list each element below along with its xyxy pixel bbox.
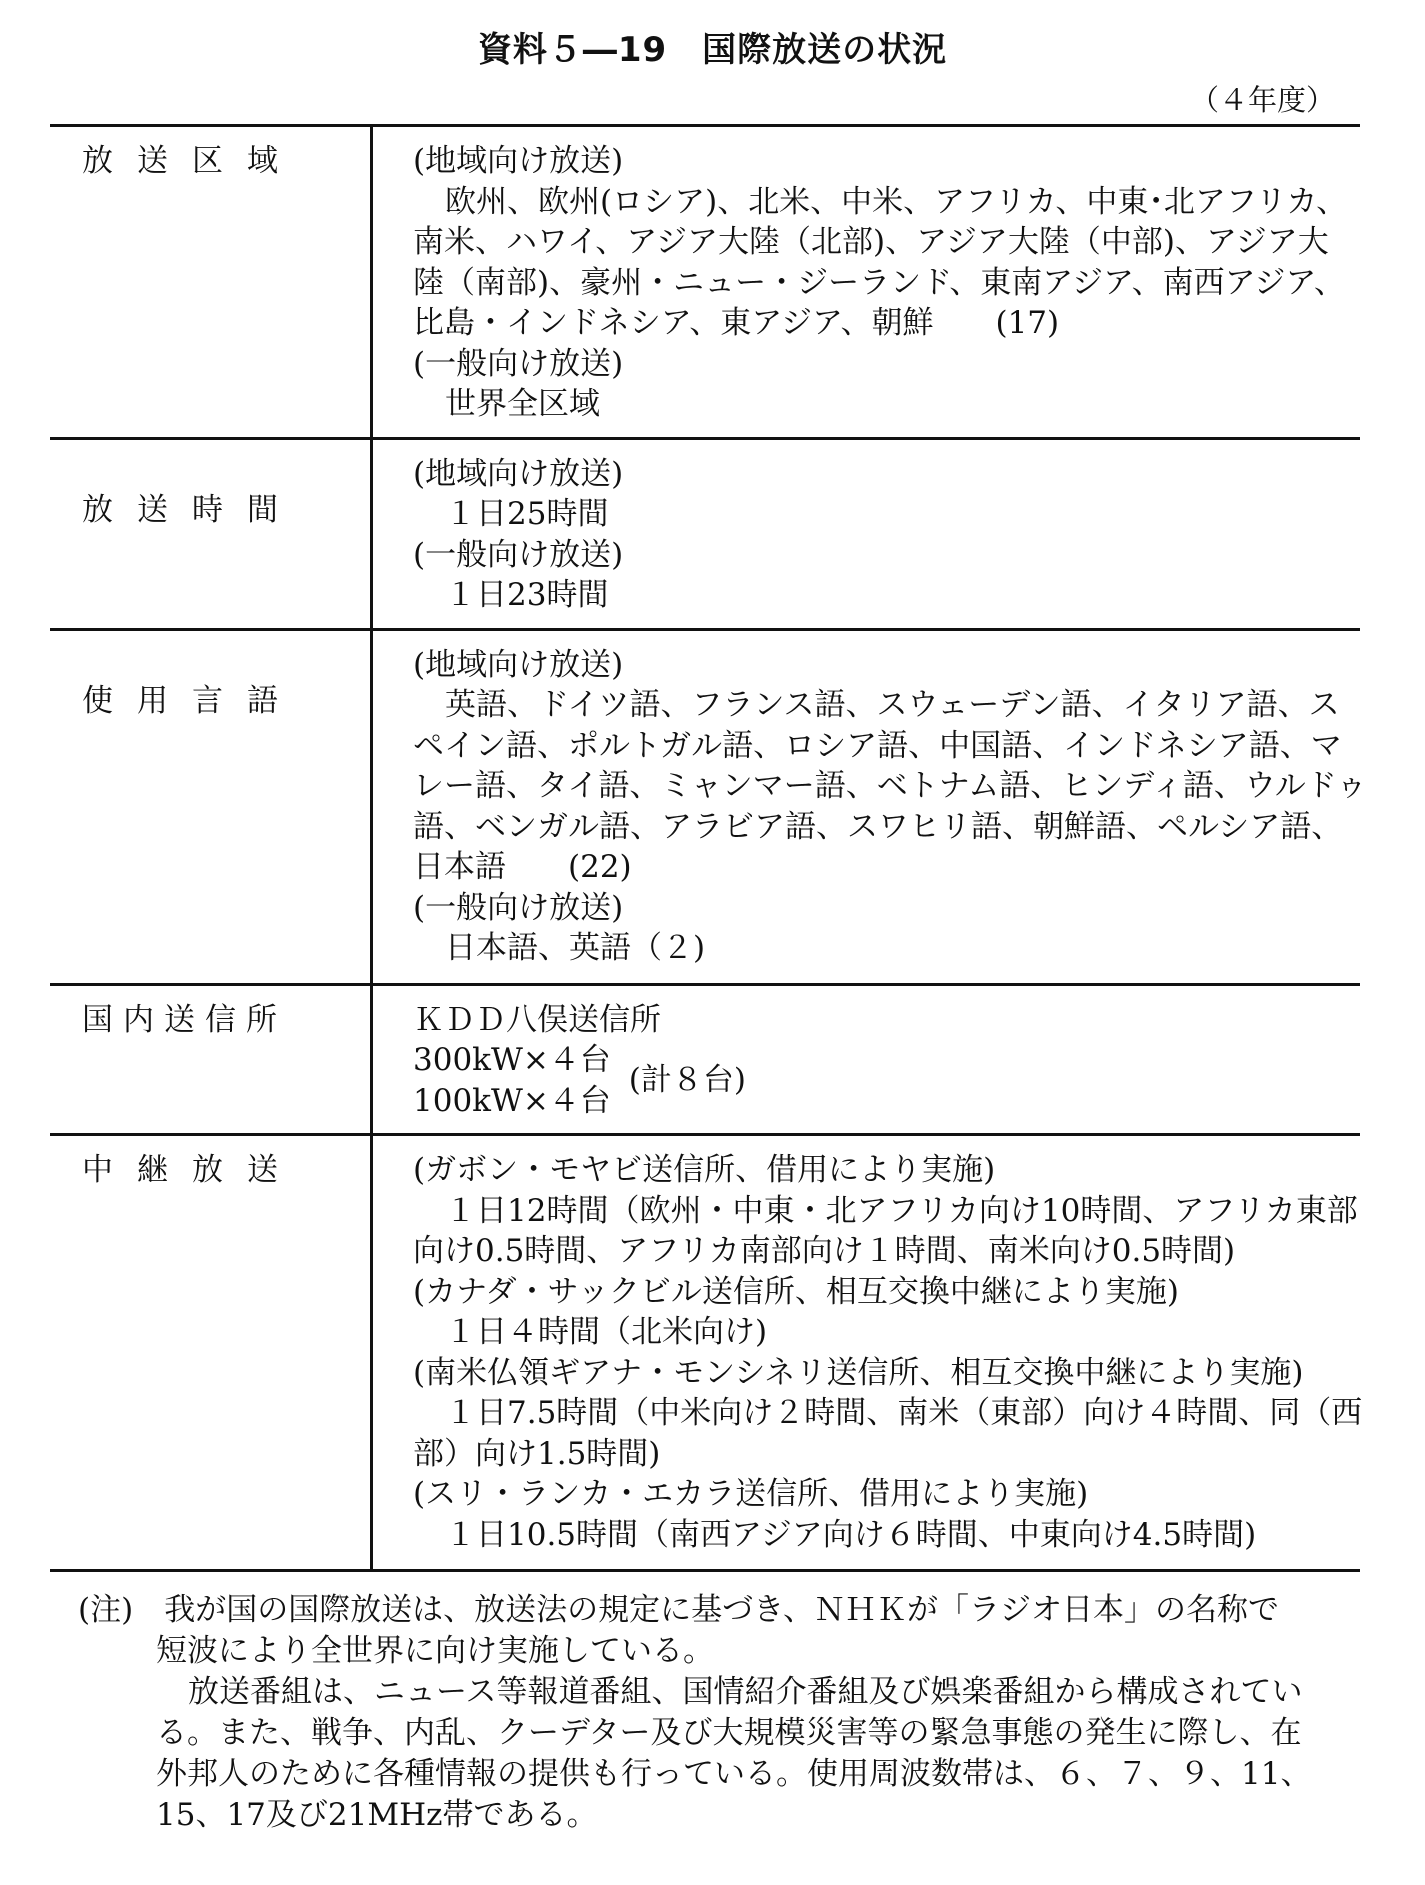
content-line: (ガボン・モヤビ送信所、借用により実施) (413, 1152, 996, 1188)
footnote-line: 放送番組は、ニュース等報道番組、国情紹介番組及び娯楽番組から構成されてい (188, 1674, 1303, 1710)
content-line: １日23時間 (445, 577, 609, 613)
row-label-broadcast-hours: 放送時間 (50, 438, 372, 629)
content-line: (地域向け放送) (413, 646, 624, 683)
footnote-line: 外邦人のために各種情報の提供も行っている。使用周波数帯は、６、７、９、11、 (156, 1756, 1312, 1792)
content-line: 欧州、欧州(ロシア)、北米、中米、アフリカ、中東･北アフリカ、 (445, 183, 1348, 220)
content-line: 南米、ハワイ、アジア大陸（北部)、アジア大陸（中部)、アジア大 (413, 224, 1329, 260)
content-line: (南米仏領ギアナ・モンシネリ送信所、相互交換中継により実施) (413, 1354, 1304, 1391)
content-line: (地域向け放送) (413, 143, 624, 179)
content-line: 日本語、英語（２) (445, 930, 706, 966)
content-line: 比島・インドネシア、東アジア、朝鮮 (17) (413, 305, 1060, 341)
transmitter-group (413, 1040, 1360, 1121)
table-row-broadcast-hours (50, 438, 1360, 629)
table-row-broadcast-area (50, 126, 1360, 439)
content-line: １日7.5時間（中米向け２時間、南米（東部）向け４時間、同（西 (445, 1395, 1363, 1431)
content-line: レー語、タイ語、ミャンマー語、ベトナム語、ヒンディ語、ウルドゥ (413, 768, 1368, 804)
content-line: 部）向け1.5時間) (413, 1435, 661, 1472)
content-line: (カナダ・サックビル送信所、相互交換中継により実施) (413, 1273, 1180, 1310)
row-label-relay: 中継放送 (50, 1135, 372, 1571)
content-line: (地域向け放送) (413, 455, 624, 492)
footnote-line: (注) 我が国の国際放送は、放送法の規定に基づき、ＮＨＫが「ラジオ日本」の名称で (78, 1592, 1279, 1628)
row-label-broadcast-area: 放送区域 (50, 126, 372, 439)
transmitter-total: (計８台) (628, 1062, 746, 1099)
footnote-line: 短波により全世界に向け実施している。 (156, 1633, 714, 1669)
broadcast-hours-content (372, 438, 1361, 629)
transmitter-list (413, 1040, 611, 1121)
content-line: １日25時間 (445, 496, 609, 532)
content-line: 世界全区域 (445, 386, 600, 422)
content-line: 陸（南部)、豪州・ニュー・ジーランド、東南アジア、南西アジア、 (413, 264, 1345, 301)
content-line: (一般向け放送) (413, 889, 624, 926)
content-line: １日10.5時間（南西アジア向け６時間、中東向け4.5時間) (445, 1516, 1257, 1553)
table-row-relay (50, 1135, 1360, 1571)
content-line: 語、ベンガル語、アラビア語、スワヒリ語、朝鮮語、ペルシア語、 (413, 808, 1343, 845)
transmitter-line: 100kW×４台 (413, 1082, 611, 1119)
fiscal-year-label: （４年度） (1189, 83, 1335, 117)
domestic-station-content (372, 984, 1361, 1135)
footnote (78, 1590, 1368, 1836)
content-line: ペイン語、ポルトガル語、ロシア語、中国語、インドネシア語、マ (413, 727, 1342, 764)
footnote-line: 15、17及び21MHz帯である。 (156, 1797, 598, 1833)
content-line: １日12時間（欧州・中東・北アフリカ向け10時間、アフリカ東部 (445, 1192, 1358, 1229)
content-line: (一般向け放送) (413, 345, 624, 382)
relay-content (372, 1135, 1361, 1571)
content-line: 日本語 (22) (413, 849, 632, 885)
page-title: 資料５―19 国際放送の状況 (477, 30, 948, 70)
table-row-languages (50, 629, 1360, 984)
transmitter-line: 300kW×４台 (413, 1042, 611, 1078)
row-label-domestic-station: 国内送信所 (50, 984, 372, 1135)
footnote-line: る。また、戦争、内乱、クーデター及び大規模災害等の緊急事態の発生に際し、在 (156, 1715, 1302, 1751)
row-label-languages: 使用言語 (50, 629, 372, 984)
content-line: (一般向け放送) (413, 536, 624, 573)
broadcast-area-content (372, 126, 1361, 439)
table-row-domestic-station (50, 984, 1360, 1135)
content-line: 英語、ドイツ語、フランス語、スウェーデン語、イタリア語、ス (445, 687, 1340, 723)
languages-content (372, 629, 1368, 984)
content-line: １日４時間（北米向け) (445, 1314, 768, 1350)
broadcast-status-table (50, 124, 1368, 1572)
content-line: (スリ・ランカ・エカラ送信所、借用により実施) (413, 1476, 1089, 1512)
content-line: 向け0.5時間、アフリカ南部向け１時間、南米向け0.5時間) (413, 1233, 1236, 1269)
station-name: ＫＤＤ八俣送信所 (413, 1001, 661, 1038)
